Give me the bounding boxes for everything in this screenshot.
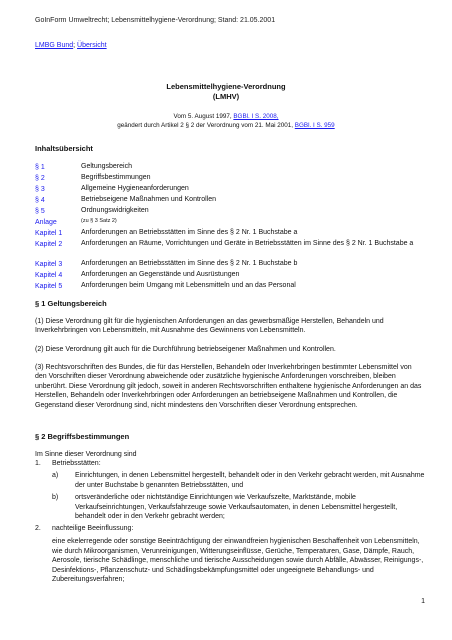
sub-item-text: ortsveränderliche oder nichtständige Einrichtungen wie Verkaufszelte, Marktstände, mobile Verkaufseinrichtungen, Verkaufsfahrzeuge sowie Verkaufsautomaten, in denen Lebensmittel hergestellt, behandelt oder in den Verkehr gebracht werden; (75, 494, 398, 521)
definition-2-text: eine ekelerregende oder sonstige Beeinträchtigung der einwandfreien hygienischen Beschaffenheit von Lebensmitteln, wie durch Mikroorganismen, Verunreinigungen, Witterungseinflüsse, Gerüche, Temperaturen, Gase, Dämpfe, Rauch, Aerosole, tierische Schädlinge, menschliche und tierische Ausscheidungen sowie durch Abfälle, Abwässer, Reinigungs-, Desinfektions-, Pflanzenschutz- und Schädlingsbekämpfungsmittel oder ungeeignete Behandlungs- und Zubereitungsverfahren; (52, 538, 424, 584)
document-abbreviation: (LMHV) (212, 92, 240, 101)
toc-row (35, 281, 435, 292)
sub-item-text: Einrichtungen, in denen Lebensmittel hergestellt, behandelt oder in den Verkehr gebracht werden, mit Ausnahme der unter Buchstabe b genannten Betriebsstätten, und (75, 472, 425, 489)
section-1-heading: § 1 Geltungsbereich (35, 299, 107, 308)
breadcrumb-separator: ; (73, 42, 78, 49)
sub-item-letter: a) (52, 472, 59, 480)
issue-date-line (0, 113, 452, 120)
toc-link[interactable]: § 4 (35, 197, 45, 204)
issue-date-text: Vom 5. August 1997, (173, 113, 234, 120)
toc-row (35, 195, 435, 206)
toc-label: Allgemeine Hygieneanforderungen (81, 185, 189, 192)
definition-1 (35, 459, 425, 471)
toc-row (35, 259, 435, 270)
running-header: GoInForm Umweltrecht; Lebensmittelhygiene-Verordnung; Stand: 21.05.2001 (35, 17, 276, 24)
section-2-heading: § 2 Begriffsbestimmungen (35, 432, 130, 441)
toc-label: Geltungsbereich (81, 163, 132, 170)
toc-link[interactable]: § 3 (35, 186, 45, 193)
overview-link[interactable]: Übersicht (77, 42, 107, 49)
section-1-paragraph-3: (3) Rechtsvorschriften des Bundes, die für das Herstellen, Behandeln oder Inverkehrbringen bestimmter Lebensmittel von den Vorschriften dieser Verordnung abweichende oder zusätzliche hygienische Anforderungen vorschreiben, bleiben unberührt. Diese Verordnung gilt jedoch, soweit in anderen Rechtsvorschriften enthaltene hygienische Anforderungen an das Herstellen, Behandeln oder Inverkehrbringen oder Anforderungen an betriebseigene Maßnahmen und Kontrollen, die Gegenstand dieser Verordnung sind, nicht mindestens den Vorschriften dieser Verordnung entsprechen. (35, 364, 422, 409)
toc-row (35, 162, 435, 173)
section-1-paragraph-2: (2) Diese Verordnung gilt auch für die Durchführung betriebseigener Maßnahmen und Kontrollen. (35, 346, 336, 353)
toc-label: Ordnungswidrigkeiten (81, 207, 149, 214)
toc-label: Anforderungen an Räume, Vorrichtungen und Geräte in Betriebsstätten im Sinne des § 2 Nr. 1 Buchstabe a (81, 240, 414, 247)
toc-row (35, 206, 435, 217)
toc-link[interactable]: Kapitel 3 (35, 261, 63, 268)
toc-row (35, 228, 435, 239)
toc-link[interactable]: Kapitel 4 (35, 272, 63, 279)
definition-term: nachteilige Beeinflussung: (52, 525, 134, 533)
definition-1a (35, 471, 425, 491)
section-1-paragraph-1: (1) Diese Verordnung gilt für die hygienischen Anforderungen an das gewerbsmäßige Herstellen, Behandeln und Inverkehrbringen von Lebensmitteln, mit Ausnahme des Gewinnens von Lebensmitteln. (35, 318, 384, 335)
lmbg-bund-link[interactable]: LMBG Bund (35, 42, 74, 49)
toc-link[interactable]: Kapitel 2 (35, 241, 63, 248)
toc-row (35, 217, 435, 228)
toc-link[interactable]: § 5 (35, 208, 45, 215)
toc-label: Begriffsbestimmungen (81, 174, 151, 181)
toc-label: Anforderungen beim Umgang mit Lebensmitteln und an das Personal (81, 282, 296, 289)
breadcrumb (35, 42, 107, 49)
toc-label: Anforderungen an Betriebsstätten im Sinne des § 2 Nr. 1 Buchstabe b (81, 260, 298, 267)
definitions-intro: Im Sinne dieser Verordnung sind (35, 451, 137, 458)
toc-link[interactable]: Kapitel 1 (35, 230, 63, 237)
document-title: Lebensmittelhygiene-Verordnung (166, 82, 286, 91)
bgbl-959-link[interactable]: BGBl. I S. 959 (294, 122, 335, 129)
toc-row (35, 173, 435, 184)
page-number: 1 (421, 598, 425, 605)
amendment-text: geändert durch Artikel 2 § 2 der Verordnung vom 21. Mai 2001, (117, 122, 295, 129)
section-2-definitions (35, 450, 425, 584)
toc-link[interactable]: Kapitel 5 (35, 283, 63, 290)
bgbl-2008-link[interactable]: BGBl. I S. 2008, (233, 113, 279, 120)
definition-term: Betriebsstätten: (52, 460, 101, 468)
toc-link[interactable]: § 1 (35, 164, 45, 171)
toc-link[interactable]: § 2 (35, 175, 45, 182)
table-of-contents (35, 162, 435, 292)
sub-item-letter: b) (52, 494, 59, 502)
toc-label: Anforderungen an Gegenstände und Ausrüstungen (81, 271, 240, 278)
toc-heading: Inhaltsübersicht (35, 144, 93, 153)
toc-link[interactable]: Anlage (35, 219, 57, 226)
definition-number: 2. (35, 525, 41, 533)
toc-label: Betriebseigene Maßnahmen und Kontrollen (81, 196, 217, 203)
amendment-line (0, 122, 452, 129)
definition-1b (35, 493, 425, 524)
toc-row (35, 184, 435, 195)
definition-2 (35, 524, 425, 535)
toc-label: (zu § 3 Satz 2) (81, 218, 117, 224)
toc-label: Anforderungen an Betriebsstätten im Sinne des § 2 Nr. 1 Buchstabe a (81, 229, 298, 236)
toc-row (35, 270, 435, 281)
toc-row (35, 239, 435, 259)
definition-number: 1. (35, 460, 41, 468)
